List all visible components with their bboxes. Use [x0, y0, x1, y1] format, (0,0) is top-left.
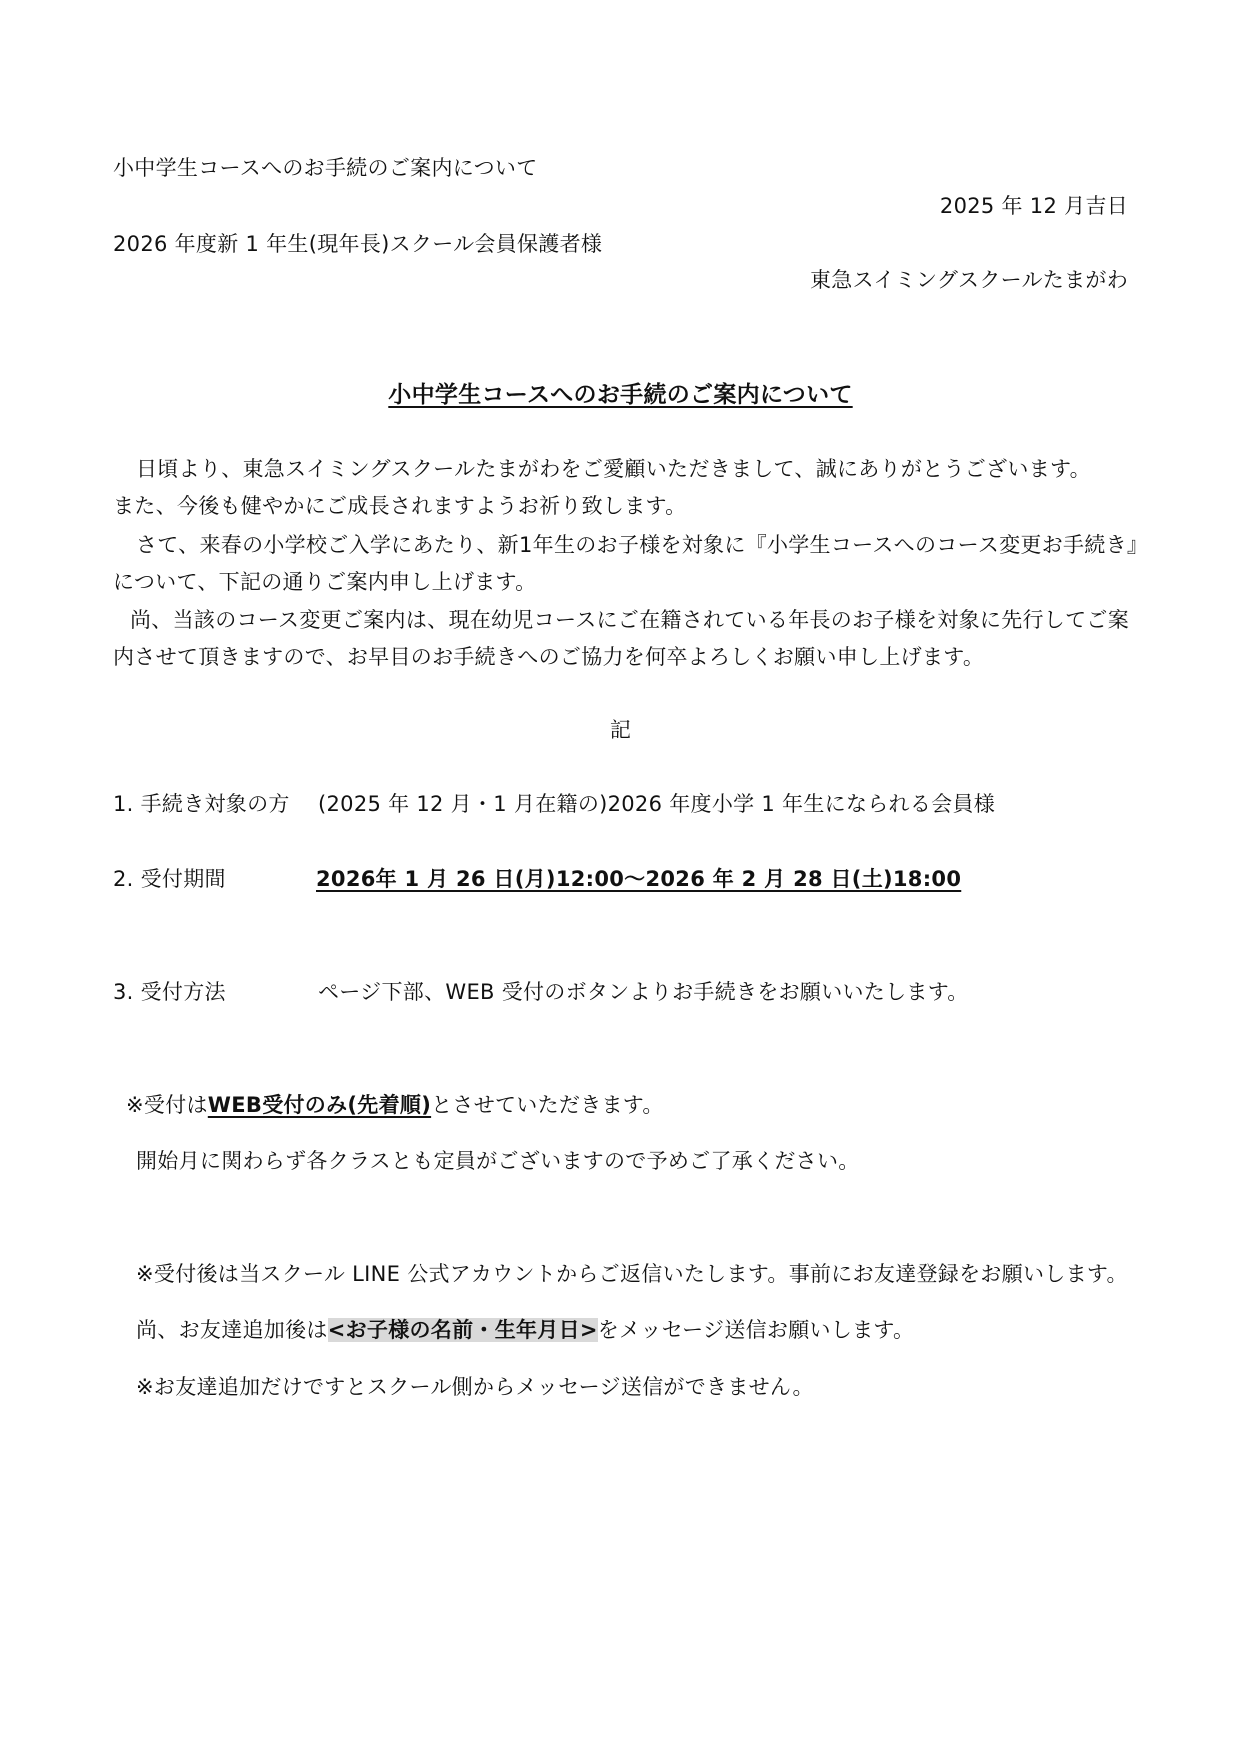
note-2-highlight: <お子様の名前・生年月日> [327, 1318, 598, 1342]
item-2-value: 2026年 1 月 26 日(月)12:00～2026 年 2 月 28 日(土)18:00 [316, 867, 962, 891]
note-2-line-3: ※お友達追加だけですとスクール側からメッセージ送信ができません。 [136, 1375, 814, 1399]
note-2-line-2 [136, 1318, 914, 1343]
item-3-label: 3. 受付方法 [113, 980, 226, 1004]
note-1-line-1 [126, 1093, 664, 1118]
note-1-emphasis: WEB受付のみ(先着順) [207, 1093, 432, 1117]
note-1-line-2: 開始月に関わらず各クラスとも定員がございますので予めご了承ください。 [136, 1149, 860, 1173]
ki-marker: 記 [609, 718, 632, 742]
subject-line: 小中学生コースへのお手続のご案内について [113, 156, 538, 180]
recipient: 2026 年度新 1 年生(現年長)スクール会員保護者様 [113, 232, 603, 256]
note-2-prefix: 尚、お友達追加後は [136, 1318, 328, 1342]
document-date: 2025 年 12 月吉日 [939, 194, 1128, 218]
item-3-value: ページ下部、WEB 受付のボタンよりお手続きをお願いいたします。 [318, 980, 969, 1004]
note-2-suffix: をメッセージ送信お願いします。 [597, 1318, 915, 1342]
body-line-1: 日頃より、東急スイミングスクールたまがわをご愛顧いただきまして、誠にありがとうございます。 [136, 457, 1091, 481]
item-1-value: (2025 年 12 月・1 月在籍の)2026 年度小学 1 年生になられる会員様 [318, 792, 996, 816]
body-line-4: について、下記の通りご案内申し上げます。 [113, 570, 537, 594]
note-1-prefix: ※受付は [126, 1093, 208, 1117]
note-1-suffix: とさせていただきます。 [431, 1093, 664, 1117]
body-line-3: さて、来春の小学校ご入学にあたり、新1年生のお子様を対象に『小学生コースへのコース変更お手続き』 [136, 533, 1149, 557]
item-1-label: 1. 手続き対象の方 [113, 792, 290, 816]
body-line-2: また、今後も健やかにご成長されますようお祈り致します。 [113, 494, 687, 518]
sender: 東急スイミングスクールたまがわ [809, 268, 1128, 292]
document-title: 小中学生コースへのお手続のご案内について [388, 382, 853, 408]
item-2-label: 2. 受付期間 [113, 867, 226, 891]
body-line-6: 内させて頂きますので、お早目のお手続きへのご協力を何卒よろしくお願い申し上げます。 [113, 645, 985, 669]
body-line-5: 尚、当該のコース変更ご案内は、現在幼児コースにご在籍されている年長のお子様を対象に先行してご案 [130, 608, 1129, 632]
note-2-line-1: ※受付後は当スクール LINE 公式アカウントからご返信いたします。事前にお友達登録をお願いします。 [136, 1262, 1128, 1286]
